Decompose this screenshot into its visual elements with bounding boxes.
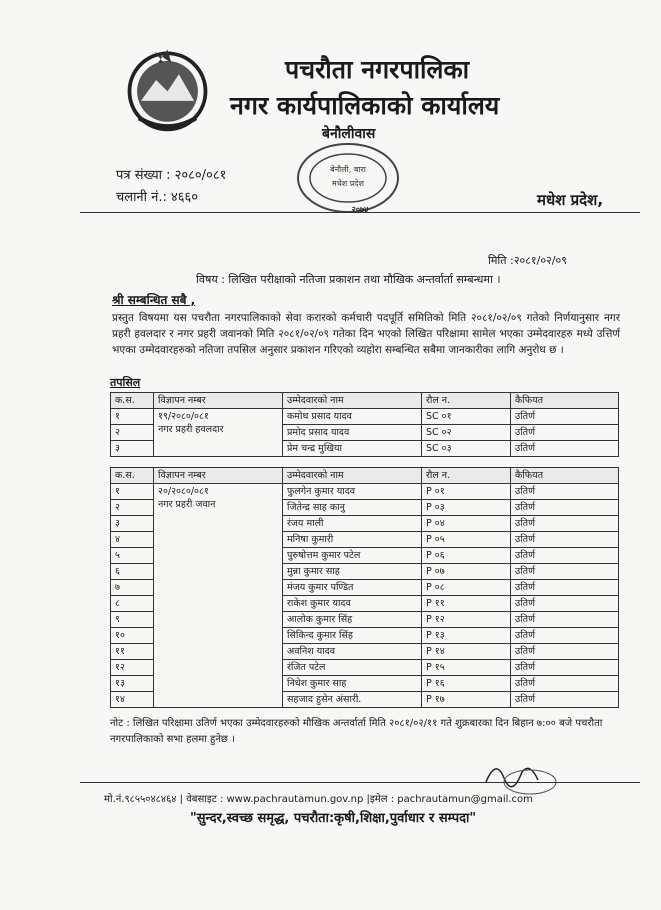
remark-cell: उतिर्ण <box>511 580 619 596</box>
roll-cell: P ०८ <box>422 580 511 596</box>
name-cell: राकेश कुमार यादव <box>283 596 422 612</box>
sn-cell: ७ <box>111 580 154 596</box>
col-roll: रौल न. <box>422 468 511 484</box>
name-cell: प्रेम चन्द्र मुखिया <box>283 441 422 457</box>
col-roll: रौल न. <box>422 393 511 409</box>
roll-cell: P ११ <box>422 596 511 612</box>
post-name: नगर प्रहरी हवलदार <box>158 424 224 435</box>
name-cell: मुन्ना कुमार साह <box>283 564 422 580</box>
roll-cell: SC ०३ <box>422 441 511 457</box>
sn-cell: ३ <box>111 441 154 457</box>
roll-cell: P ०७ <box>422 564 511 580</box>
remark-cell: उतिर्ण <box>511 500 619 516</box>
col-remark: कैफियत <box>511 393 619 409</box>
table-row <box>111 484 619 500</box>
remark-cell: उतिर्ण <box>511 532 619 548</box>
office-place: बेनौलीवास <box>322 126 376 142</box>
sn-cell: १० <box>111 628 154 644</box>
ad-cell <box>154 409 283 457</box>
remark-cell: उतिर्ण <box>511 425 619 441</box>
schedule-label: तपसिल <box>110 376 141 389</box>
name-cell: जितेन्द्र साह कानु <box>283 500 422 516</box>
letter-subject: विषय : लिखित परीक्षाको नतिजा प्रकाशन तथा मौखिक अन्तर्वार्ता सम्बन्धमा । <box>196 273 501 286</box>
roll-cell: P ०६ <box>422 548 511 564</box>
ad-number: १९/२०८०/०८१ <box>158 411 209 422</box>
roll-cell: P १२ <box>422 612 511 628</box>
col-name: उम्मेदवारको नाम <box>283 393 422 409</box>
slogan: "सुन्दर,स्वच्छ समृद्ध, पचरौता:कृषी,शिक्षा,पुर्वाधार र सम्पदा" <box>190 811 477 826</box>
remark-cell: उतिर्ण <box>511 596 619 612</box>
remark-cell: उतिर्ण <box>511 612 619 628</box>
sn-cell: १ <box>111 484 154 500</box>
sn-cell: ९ <box>111 612 154 628</box>
province-name: मधेश प्रदेश, <box>537 191 604 209</box>
col-ad: विज्ञापन नम्बर <box>154 393 283 409</box>
footer-divider <box>80 782 640 783</box>
col-name: उम्मेदवारको नाम <box>283 468 422 484</box>
name-cell: रंजित पटेल <box>283 660 422 676</box>
name-cell: मंजय कुमार पण्डित <box>283 580 422 596</box>
svg-text:बेनौली, बारा: बेनौली, बारा <box>330 165 366 174</box>
roll-cell: P १४ <box>422 644 511 660</box>
contact-line: मो.नं.९८५५०४८४६४ | वेबसाइट : www.pachrautamun.gov.np |इमेल : pachrautamun@gmail.com <box>104 794 533 805</box>
col-sn: क.स. <box>111 468 154 484</box>
letter-number: पत्र संख्या : २०८०/०८१ <box>116 168 227 183</box>
remark-cell: उतिर्ण <box>511 484 619 500</box>
sn-cell: ८ <box>111 596 154 612</box>
interview-note: नोट : लिखित परिक्षामा उतिर्ण भएका उम्मेदवारहरुको मौखिक अन्तर्वार्ता मिति २०८१/०२/११ गते शुक्रबारका दिन बिहान ७:०० बजे पचरौता नगरपालिकाको सभा हलमा हुनेछ । <box>110 718 603 745</box>
sn-cell: ३ <box>111 516 154 532</box>
municipality-name: पचरौता नगरपालिका <box>285 55 470 84</box>
name-cell: आलोक कुमार सिंह <box>283 612 422 628</box>
sn-cell: २ <box>111 425 154 441</box>
roll-cell: P ०३ <box>422 500 511 516</box>
col-remark: कैफियत <box>511 468 619 484</box>
name-cell: निधेश कुमार साह <box>283 676 422 692</box>
name-cell: रंजय माली <box>283 516 422 532</box>
sn-cell: ५ <box>111 548 154 564</box>
letter-date: मिति :२०८१/०२/०९ <box>488 254 567 267</box>
jawan-results-table <box>110 467 619 708</box>
office-name: नगर कार्यपालिकाको कार्यालय <box>230 91 500 120</box>
remark-cell: उतिर्ण <box>511 441 619 457</box>
roll-cell: SC ०१ <box>422 409 511 425</box>
table-header-row <box>111 393 619 409</box>
letter-body: प्रस्तुत विषयमा यस पचरौता नगरपालिकाको सेवा करारको कर्मचारी पदपूर्ति समितिको मिति २०८१/०२/०९ गतेको निर्णयानुसार नगर प्रहरी हवलदार र नगर प्रहरी जवानको मिति २०८१/०२/०९ गतेका दिन भएको लिखित परिक्षामा सामेल भएका उम्मेदवारहरु मध्ये उत्तिर्ण भएका उम्मेदवारहरुको नतिजा तपसिल अनुसार प्रकाशन गरिएको व्यहोरा सम्बन्धित सबैमा जानकारीका लागि अनुरोध छ । <box>112 312 620 356</box>
roll-cell: P १५ <box>422 660 511 676</box>
sn-cell: ४ <box>111 532 154 548</box>
header-divider <box>80 212 640 213</box>
roll-cell: P ०१ <box>422 484 511 500</box>
remark-cell: उतिर्ण <box>511 628 619 644</box>
table-row <box>111 409 619 425</box>
remark-cell: उतिर्ण <box>511 409 619 425</box>
roll-cell: SC ०२ <box>422 425 511 441</box>
remark-cell: उतिर्ण <box>511 676 619 692</box>
name-cell: सिकिन्द कुमार सिंह <box>283 628 422 644</box>
post-name: नगर प्रहरी जवान <box>158 499 216 510</box>
remark-cell: उतिर्ण <box>511 564 619 580</box>
remark-cell: उतिर्ण <box>511 548 619 564</box>
roll-cell: P १३ <box>422 628 511 644</box>
svg-text:मधेश प्रदेश: मधेश प्रदेश <box>332 179 364 188</box>
ad-number: २०/२०८०/०८१ <box>158 486 209 497</box>
sn-cell: १४ <box>111 692 154 708</box>
table-header-row <box>111 468 619 484</box>
sn-cell: ११ <box>111 644 154 660</box>
sn-cell: १२ <box>111 660 154 676</box>
roll-cell: P ०५ <box>422 532 511 548</box>
name-cell: प्रमोद प्रसाद यादव <box>283 425 422 441</box>
sn-cell: १३ <box>111 676 154 692</box>
office-seal-icon <box>286 138 406 218</box>
sn-cell: २ <box>111 500 154 516</box>
remark-cell: उतिर्ण <box>511 516 619 532</box>
roll-cell: P ०४ <box>422 516 511 532</box>
municipality-emblem-icon <box>120 42 215 137</box>
col-sn: क.स. <box>111 393 154 409</box>
svg-text:२०७४: २०७४ <box>351 205 369 214</box>
name-cell: मनिषा कुमारी <box>283 532 422 548</box>
roll-cell: P १६ <box>422 676 511 692</box>
name-cell: अवनिश यादव <box>283 644 422 660</box>
remark-cell: उतिर्ण <box>511 644 619 660</box>
name-cell: फुलगेन कुमार यादव <box>283 484 422 500</box>
havaldar-results-table <box>110 392 619 457</box>
sn-cell: ६ <box>111 564 154 580</box>
remark-cell: उतिर्ण <box>511 692 619 708</box>
name-cell: कमोध प्रसाद यादव <box>283 409 422 425</box>
remark-cell: उतिर्ण <box>511 660 619 676</box>
name-cell: सहजाद हुसेन अंसारी. <box>283 692 422 708</box>
addressee: श्री सम्बन्धित सबै , <box>112 293 196 307</box>
name-cell: पुरुषोत्तम कुमार पटेल <box>283 548 422 564</box>
sn-cell: १ <box>111 409 154 425</box>
ad-cell <box>154 484 283 708</box>
roll-cell: P १७ <box>422 692 511 708</box>
col-ad: विज्ञापन नम्बर <box>154 468 283 484</box>
dispatch-number: चलानी नं.: ४६६० <box>116 190 199 205</box>
